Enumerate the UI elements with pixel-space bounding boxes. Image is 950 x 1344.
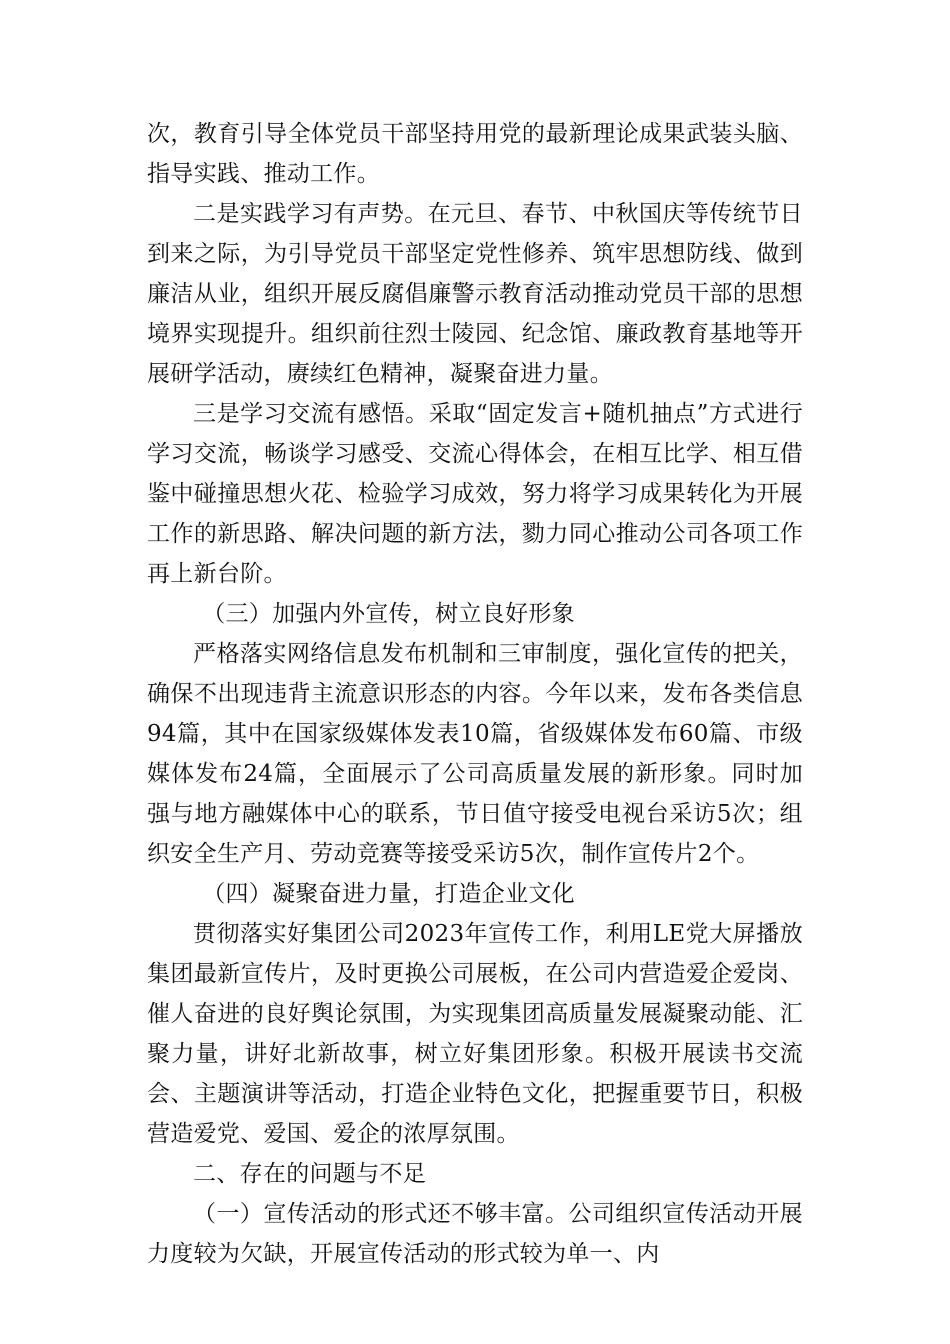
paragraph-continuation: 次，教育引导全体党员干部坚持用党的最新理论成果武装头脑、指导实践、推动工作。 (147, 121, 803, 187)
subheading-publicity: （三）加强内外宣传，树立良好形象 (202, 601, 575, 627)
paragraph-culture: 贯彻落实好集团公司2023年宣传工作，利用LE党大屏播放集团最新宣传片，及时更换公司展板，在公司内营造爱企爱岗、催人奋进的良好舆论氛围，为实现集团高质量发展凝聚动能、汇聚力量，讲好北新故事，树立好集团形象。积极开展读书交流会、主题演讲等活动，打造企业特色文化，把握重要节日，积极营造爱党、爱国、爱企的浓厚氛围。 (147, 921, 803, 1147)
paragraph-publicity: 严格落实网络信息发布机制和三审制度，强化宣传的把关，确保不出现违背主流意识形态的内容。今年以来，发布各类信息94篇，其中在国家级媒体发表10篇，省级媒体发布60篇、市级媒体发布24篇，全面展示了公司高质量发展的新形象。同时加强与地方融媒体中心的联系，节日值守接受电视台采访5次；组织安全生产月、劳动竞赛等接受采访5次，制作宣传片2个。 (147, 641, 803, 867)
paragraph-problem-one: （一）宣传活动的形式还不够丰富。公司组织宣传活动开展力度较为欠缺，开展宣传活动的形式较为单一、内 (147, 1201, 803, 1267)
paragraph-practice-study: 二是实践学习有声势。在元旦、春节、中秋国庆等传统节日到来之际，为引导党员干部坚定党性修养、筑牢思想防线、做到廉洁从业，组织开展反腐倡廉警示教育活动推动党员干部的思想境界实现提升。组织前往烈士陵园、纪念馆、廉政教育基地等开展研学活动，赓续红色精神，凝聚奋进力量。 (147, 201, 803, 387)
document-page (147, 114, 803, 1274)
section-heading-problems: 二、存在的问题与不足 (193, 1161, 426, 1187)
paragraph-study-exchange: 三是学习交流有感悟。采取“固定发言+随机抽点”方式进行学习交流，畅谈学习感受、交流心得体会，在相互比学、相互借鉴中碰撞思想火花、检验学习成效，努力将学习成果转化为开展工作的新思路、解决问题的新方法，勠力同心推动公司各项工作再上新台阶。 (147, 401, 803, 587)
subheading-culture: （四）凝聚奋进力量，打造企业文化 (202, 881, 575, 907)
